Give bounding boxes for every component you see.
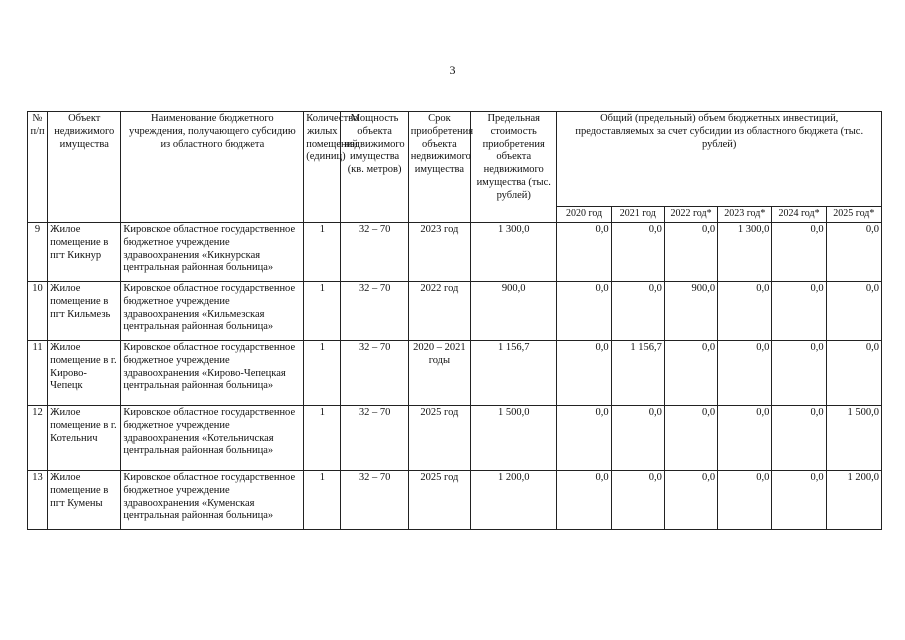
row-count: 1: [304, 282, 341, 341]
header-total: Общий (предельный) объем бюджетных инвестиций, предоставляемых за счет субсидии из областного бюджета (тыс. рублей): [557, 112, 882, 207]
row-term: 2025 год: [408, 406, 470, 471]
row-value: 0,0: [772, 341, 826, 406]
row-value: 0,0: [664, 471, 717, 530]
row-capacity: 32 – 70: [341, 406, 408, 471]
row-object: Жилое помещение в г. Котельнич: [48, 406, 121, 471]
row-capacity: 32 – 70: [341, 341, 408, 406]
row-value: 0,0: [718, 282, 772, 341]
year-header: 2025 год*: [826, 207, 881, 223]
row-num: 13: [28, 471, 48, 530]
row-value: 0,0: [772, 406, 826, 471]
row-value: 0,0: [611, 471, 664, 530]
row-capacity: 32 – 70: [341, 282, 408, 341]
row-cost: 1 500,0: [471, 406, 557, 471]
year-header: 2022 год*: [664, 207, 717, 223]
row-value: 0,0: [718, 341, 772, 406]
row-value: 1 200,0: [826, 471, 881, 530]
row-value: 0,0: [718, 406, 772, 471]
row-value: 0,0: [611, 223, 664, 282]
table-row: [28, 341, 882, 406]
row-cost: 900,0: [471, 282, 557, 341]
row-value: 0,0: [557, 341, 611, 406]
row-value: 0,0: [826, 282, 881, 341]
row-cost: 1 300,0: [471, 223, 557, 282]
row-value: 0,0: [772, 282, 826, 341]
row-value: 1 300,0: [718, 223, 772, 282]
row-value: 0,0: [557, 471, 611, 530]
header-term: Срок приобретения объекта недвижимого имущества: [408, 112, 470, 223]
row-value: 0,0: [664, 223, 717, 282]
year-header: 2023 год*: [718, 207, 772, 223]
row-institution: Кировское областное государственное бюджетное учреждение здравоохранения «Котельничская центральная районная больница»: [121, 406, 304, 471]
row-institution: Кировское областное государственное бюджетное учреждение здравоохранения «Кильмезская центральная районная больница»: [121, 282, 304, 341]
table-row: [28, 282, 882, 341]
table-row: [28, 223, 882, 282]
row-value: 0,0: [557, 282, 611, 341]
header-row: [28, 112, 882, 207]
header-count: Количество жилых помещений (единиц): [304, 112, 341, 223]
row-num: 11: [28, 341, 48, 406]
row-num: 10: [28, 282, 48, 341]
row-value: 900,0: [664, 282, 717, 341]
investment-table: [27, 111, 882, 530]
row-value: 1 156,7: [611, 341, 664, 406]
row-count: 1: [304, 406, 341, 471]
row-institution: Кировское областное государственное бюджетное учреждение здравоохранения «Кирово-Чепецкая центральная районная больница»: [121, 341, 304, 406]
header-capacity: Мощность объекта недвижимого имущества (кв. метров): [341, 112, 408, 223]
row-object: Жилое помещение в пгт Кильмезь: [48, 282, 121, 341]
row-count: 1: [304, 341, 341, 406]
row-value: 0,0: [772, 471, 826, 530]
row-value: 0,0: [664, 406, 717, 471]
row-value: 1 500,0: [826, 406, 881, 471]
row-value: 0,0: [826, 223, 881, 282]
row-term: 2023 год: [408, 223, 470, 282]
row-num: 9: [28, 223, 48, 282]
year-header: 2021 год: [611, 207, 664, 223]
row-cost: 1 156,7: [471, 341, 557, 406]
row-capacity: 32 – 70: [341, 471, 408, 530]
row-institution: Кировское областное государственное бюджетное учреждение здравоохранения «Кикнурская центральная районная больница»: [121, 223, 304, 282]
row-value: 0,0: [718, 471, 772, 530]
row-object: Жилое помещение в г. Кирово-Чепецк: [48, 341, 121, 406]
row-value: 0,0: [611, 282, 664, 341]
header-num: № п/п: [28, 112, 48, 223]
table-row: [28, 406, 882, 471]
row-num: 12: [28, 406, 48, 471]
header-cost: Предельная стоимость приобретения объекта недвижимого имущества (тыс. рублей): [471, 112, 557, 223]
header-object: Объект недвижимого имущества: [48, 112, 121, 223]
year-header: 2024 год*: [772, 207, 826, 223]
header-institution: Наименование бюджетного учреждения, получающего субсидию из областного бюджета: [121, 112, 304, 223]
row-value: 0,0: [611, 406, 664, 471]
row-cost: 1 200,0: [471, 471, 557, 530]
row-capacity: 32 – 70: [341, 223, 408, 282]
page-number: 3: [449, 63, 456, 77]
row-value: 0,0: [772, 223, 826, 282]
row-term: 2025 год: [408, 471, 470, 530]
table-row: [28, 471, 882, 530]
row-institution: Кировское областное государственное бюджетное учреждение здравоохранения «Куменская центральная районная больница»: [121, 471, 304, 530]
row-count: 1: [304, 471, 341, 530]
row-value: 0,0: [664, 341, 717, 406]
row-object: Жилое помещение в пгт Кумены: [48, 471, 121, 530]
row-term: 2020 – 2021 годы: [408, 341, 470, 406]
row-value: 0,0: [826, 341, 881, 406]
row-value: 0,0: [557, 223, 611, 282]
row-count: 1: [304, 223, 341, 282]
row-object: Жилое помещение в пгт Кикнур: [48, 223, 121, 282]
year-header: 2020 год: [557, 207, 611, 223]
row-value: 0,0: [557, 406, 611, 471]
row-term: 2022 год: [408, 282, 470, 341]
